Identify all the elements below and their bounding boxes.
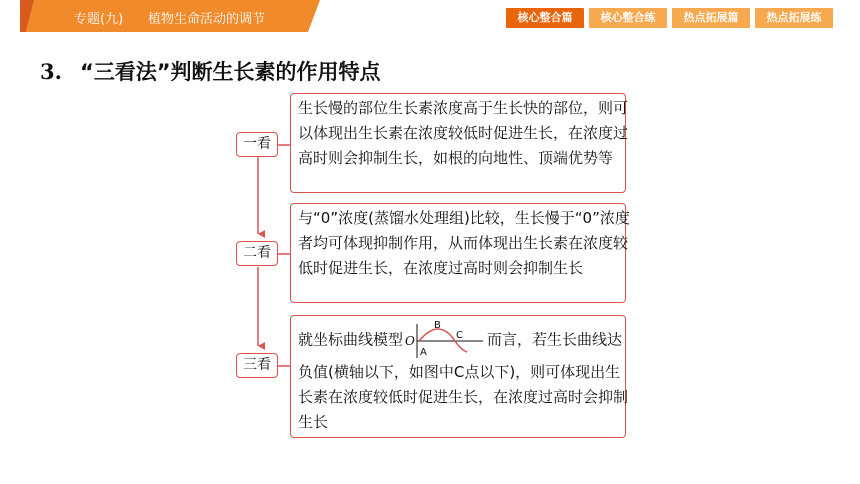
step3-text-before: 就坐标曲线模型 <box>298 330 404 349</box>
curve-point-c-label: C <box>456 330 463 341</box>
tab-core-integration[interactable]: 核心整合篇 <box>506 8 584 28</box>
step3-text-after: 而言，若生长曲线达负值(横轴以下，如图中C点以下)，则可体现出生长素在浓度较低时促进生长，在浓度过高时会抑制生长 <box>298 330 629 431</box>
heading-text: “三看法”判断生长素的作用特点 <box>79 60 381 84</box>
step1-label: 一看 <box>243 136 271 152</box>
step3-text-block <box>290 317 642 438</box>
step2-text-block <box>290 203 642 284</box>
tab-hotspot-expansion[interactable]: 热点拓展篇 <box>672 8 750 28</box>
section-number: 专题(九) <box>74 12 124 27</box>
step2-label: 二看 <box>243 245 271 261</box>
step1-text-block <box>290 93 642 174</box>
step3-label: 三看 <box>243 357 271 373</box>
curve-point-b-label: B <box>434 320 441 331</box>
step3-text <box>298 320 634 435</box>
growth-curve-diagram <box>405 320 485 360</box>
step1-text: 生长慢的部位生长素浓度高于生长快的部位，则可以体现出生长素在浓度较低时促进生长，在浓度过高时则会抑制生长，如根的向地性、顶端优势等 <box>298 99 629 167</box>
curve-point-a-label: A <box>420 347 427 358</box>
heading-number: 3. <box>40 59 62 84</box>
curve-origin-label: O <box>405 334 415 348</box>
step2-text: 与“0”浓度(蒸馏水处理组)比较，生长慢于“0”浓度者均可体现抑制作用，从而体现出生长素在浓度较低时促进生长，在浓度过高时则会抑制生长 <box>298 209 630 277</box>
tab-core-practice[interactable]: 核心整合练 <box>589 8 667 28</box>
tab-hotspot-practice[interactable]: 热点拓展练 <box>755 8 833 28</box>
section-title: 植物生命活动的调节 <box>148 12 266 27</box>
